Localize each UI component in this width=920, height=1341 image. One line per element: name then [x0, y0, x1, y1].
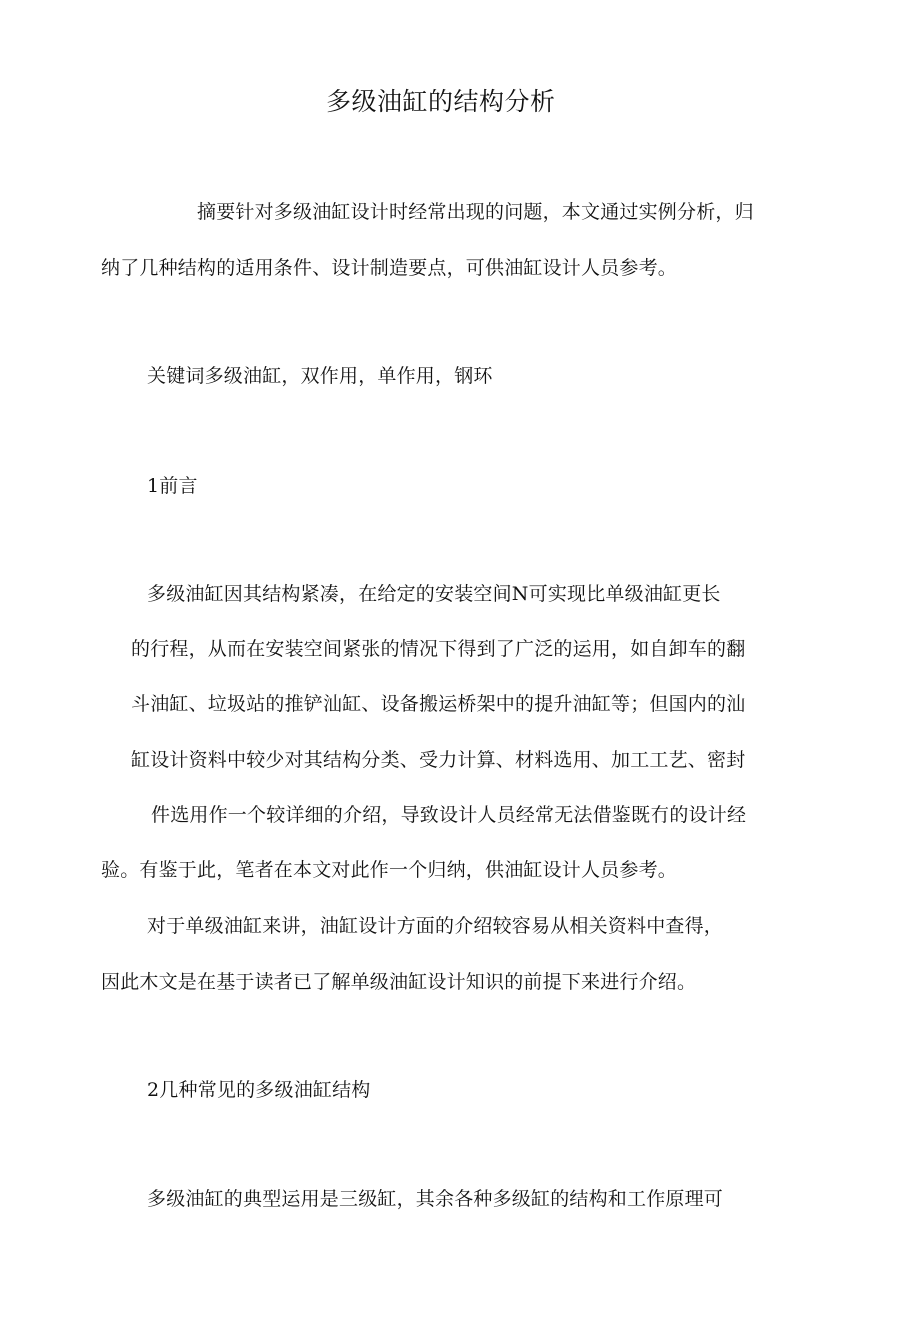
- document-title: 多级油缸的结构分析: [326, 87, 556, 116]
- section-1-heading: 1前言: [147, 475, 198, 497]
- abstract-line-1: 摘要针对多级油缸设计时经常出现的问题，本文通过实例分析，归: [197, 201, 754, 223]
- section-2-heading: 2几种常见的多级油缸结构: [147, 1079, 371, 1101]
- keywords-line: 关键词多级油缸，双作用，单作用，钢环: [147, 365, 493, 387]
- section-1-para-1-line-2: 的行程，从而在安装空间紧张的情况下得到了广泛的运用，如自卸车的翻: [131, 638, 746, 660]
- section-1-para-2-line-2: 因此木文是在基于读者已了解单级油缸设计知识的前提下来进行介绍。: [101, 971, 697, 993]
- section-2-para-1-line-1: 多级油缸的典型运用是三级缸，其余各种多级缸的结构和工作原理可: [147, 1188, 724, 1210]
- section-1-para-2-line-1: 对于单级油缸来讲，油缸设计方面的介绍较容易从相关资料中查得，: [147, 915, 724, 937]
- abstract-line-2: 纳了几种结构的适用条件、设计制造要点，可供油缸设计人员参考。: [101, 257, 678, 279]
- section-1-para-1-line-4: 缸设计资料中较少对其结构分类、受力计算、材料选用、加工工艺、密封: [131, 749, 746, 771]
- section-1-para-1-line-6: 验。有鉴于此，笔者在本文对此作一个归纳，供油缸设计人员参考。: [101, 859, 678, 881]
- section-1-para-1-line-5: 件选用作一个较详细的介绍，导致设计人员经常无法借鉴既冇的设计经: [151, 804, 747, 826]
- section-1-para-1-line-3: 斗油缸、垃圾站的推铲汕缸、设备搬运桥架中的提升油缸等；但国内的汕: [131, 693, 746, 715]
- section-1-para-1-line-1: 多级油缸因其结构紧凑，在给定的安装空间N可实现比单级油缸更长: [147, 583, 721, 605]
